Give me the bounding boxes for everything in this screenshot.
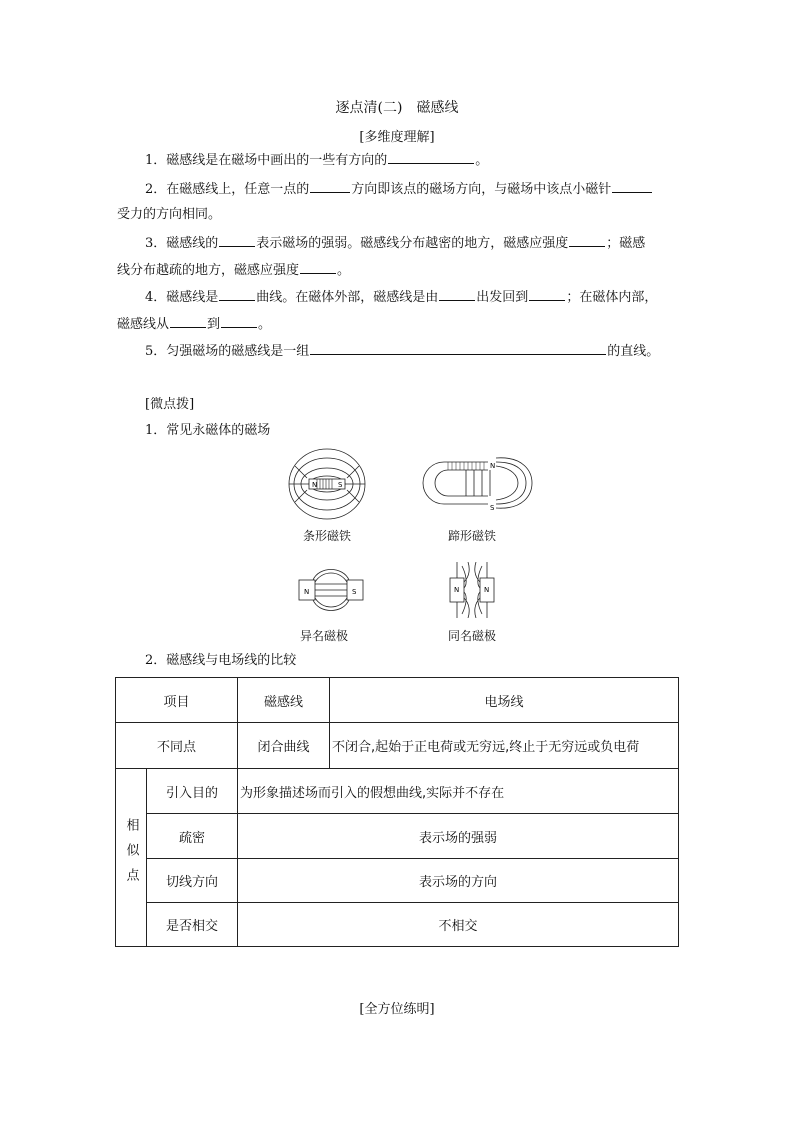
comparison-table bbox=[115, 677, 679, 947]
item-4 bbox=[145, 288, 657, 307]
opposite-poles-label: 异名磁极 bbox=[299, 629, 348, 643]
item-4-text-g: 。 bbox=[258, 317, 272, 332]
blank bbox=[310, 342, 606, 355]
tips-sub2: 2．磁感线与电场线的比较 bbox=[145, 653, 297, 668]
item-3-text-b: 表示磁场的强弱。磁感线分布越密的地方，磁感应强度 bbox=[256, 236, 569, 251]
bar-n-label: N bbox=[312, 481, 318, 489]
section-subtitle: [多维度理解] bbox=[359, 130, 435, 145]
item-4-text-d: ；在磁体内部， bbox=[566, 290, 658, 305]
diff-magnetic: 闭合曲线 bbox=[238, 723, 330, 769]
blank bbox=[439, 288, 475, 301]
blank bbox=[170, 315, 206, 328]
item-3-text-e: 。 bbox=[337, 263, 351, 278]
table-row bbox=[116, 769, 679, 814]
table-row bbox=[116, 903, 679, 947]
item-4-text-c: 出发回到 bbox=[476, 290, 529, 305]
item-5 bbox=[145, 342, 659, 361]
tips-sub1: 1．常见永磁体的磁场 bbox=[145, 423, 271, 438]
same-poles-label: 同名磁极 bbox=[447, 629, 496, 643]
item-4-text-b: 曲线。在磁体外部，磁感线是由 bbox=[256, 290, 439, 305]
blank bbox=[219, 288, 255, 301]
blank bbox=[569, 234, 605, 247]
horseshoe-s-label: S bbox=[490, 504, 495, 512]
row-item: 是否相交 bbox=[147, 903, 238, 947]
opposite-n-label: N bbox=[304, 588, 310, 596]
item-5-text-b: 的直线。 bbox=[607, 344, 660, 359]
same-n-label: N bbox=[454, 586, 460, 594]
blank bbox=[529, 288, 565, 301]
item-2 bbox=[145, 180, 653, 199]
row-value: 表示场的强弱 bbox=[238, 814, 679, 859]
blank bbox=[612, 180, 652, 193]
practice-heading: [全方位练明] bbox=[359, 1002, 435, 1017]
horseshoe-n-label: N bbox=[490, 462, 496, 470]
item-1 bbox=[145, 151, 488, 170]
item-2-text-a: 2．在磁感线上，任意一点的 bbox=[145, 182, 310, 197]
item-1-text: 1．磁感线是在磁场中画出的一些有方向的 bbox=[145, 153, 388, 168]
bar-s-label: S bbox=[338, 481, 343, 489]
header-electric: 电场线 bbox=[330, 678, 679, 723]
blank bbox=[300, 261, 336, 274]
item-4-text-a: 4．磁感线是 bbox=[145, 290, 219, 305]
blank bbox=[310, 180, 350, 193]
table-row bbox=[116, 814, 679, 859]
table-header-row bbox=[116, 678, 679, 723]
similar-label-cell bbox=[116, 769, 147, 947]
same-poles-figure bbox=[444, 562, 500, 618]
item-3-text-a: 3．磁感线的 bbox=[145, 236, 219, 251]
bar-magnet-figure bbox=[287, 446, 367, 522]
row-item: 引入目的 bbox=[147, 769, 238, 814]
table-row bbox=[116, 859, 679, 903]
horseshoe-magnet-figure bbox=[418, 446, 534, 520]
similar-label: 相似点 bbox=[123, 818, 139, 893]
bar-magnet-label: 条形磁铁 bbox=[302, 529, 351, 543]
item-2-text-b: 方向即该点的磁场方向，与磁场中该点小磁针 bbox=[351, 182, 612, 197]
section-title: 逐点清(二) 磁感线 bbox=[335, 100, 459, 116]
row-value: 为形象描述场而引入的假想曲线,实际并不存在 bbox=[238, 769, 679, 814]
opposite-s-label: S bbox=[352, 588, 357, 596]
item-2-cont: 受力的方向相同。 bbox=[117, 207, 222, 222]
header-item: 项目 bbox=[116, 678, 238, 723]
item-3-text-d: 线分布越疏的地方，磁感应强度 bbox=[117, 263, 300, 278]
blank bbox=[221, 315, 257, 328]
table-row-diff bbox=[116, 723, 679, 769]
horseshoe-magnet-label: 蹄形磁铁 bbox=[447, 529, 496, 543]
tips-heading: [微点拨] bbox=[145, 397, 195, 412]
item-5-text-a: 5．匀强磁场的磁感线是一组 bbox=[145, 344, 310, 359]
blank bbox=[219, 234, 255, 247]
same-n2-label: N bbox=[484, 586, 490, 594]
row-value: 表示场的方向 bbox=[238, 859, 679, 903]
opposite-poles-figure bbox=[297, 566, 365, 614]
item-4-cont bbox=[117, 315, 271, 334]
diff-electric: 不闭合,起始于正电荷或无穷远,终止于无穷远或负电荷 bbox=[330, 723, 679, 769]
row-item: 疏密 bbox=[147, 814, 238, 859]
item-3-text-c: ；磁感 bbox=[606, 236, 646, 251]
item-4-text-f: 到 bbox=[207, 317, 221, 332]
item-3 bbox=[145, 234, 645, 253]
row-item: 切线方向 bbox=[147, 859, 238, 903]
row-value: 不相交 bbox=[238, 903, 679, 947]
item-4-text-e: 磁感线从 bbox=[117, 317, 170, 332]
item-3-cont bbox=[117, 261, 350, 280]
item-1-end: 。 bbox=[475, 153, 489, 168]
blank bbox=[388, 151, 474, 164]
diff-label: 不同点 bbox=[116, 723, 238, 769]
header-magnetic: 磁感线 bbox=[238, 678, 330, 723]
